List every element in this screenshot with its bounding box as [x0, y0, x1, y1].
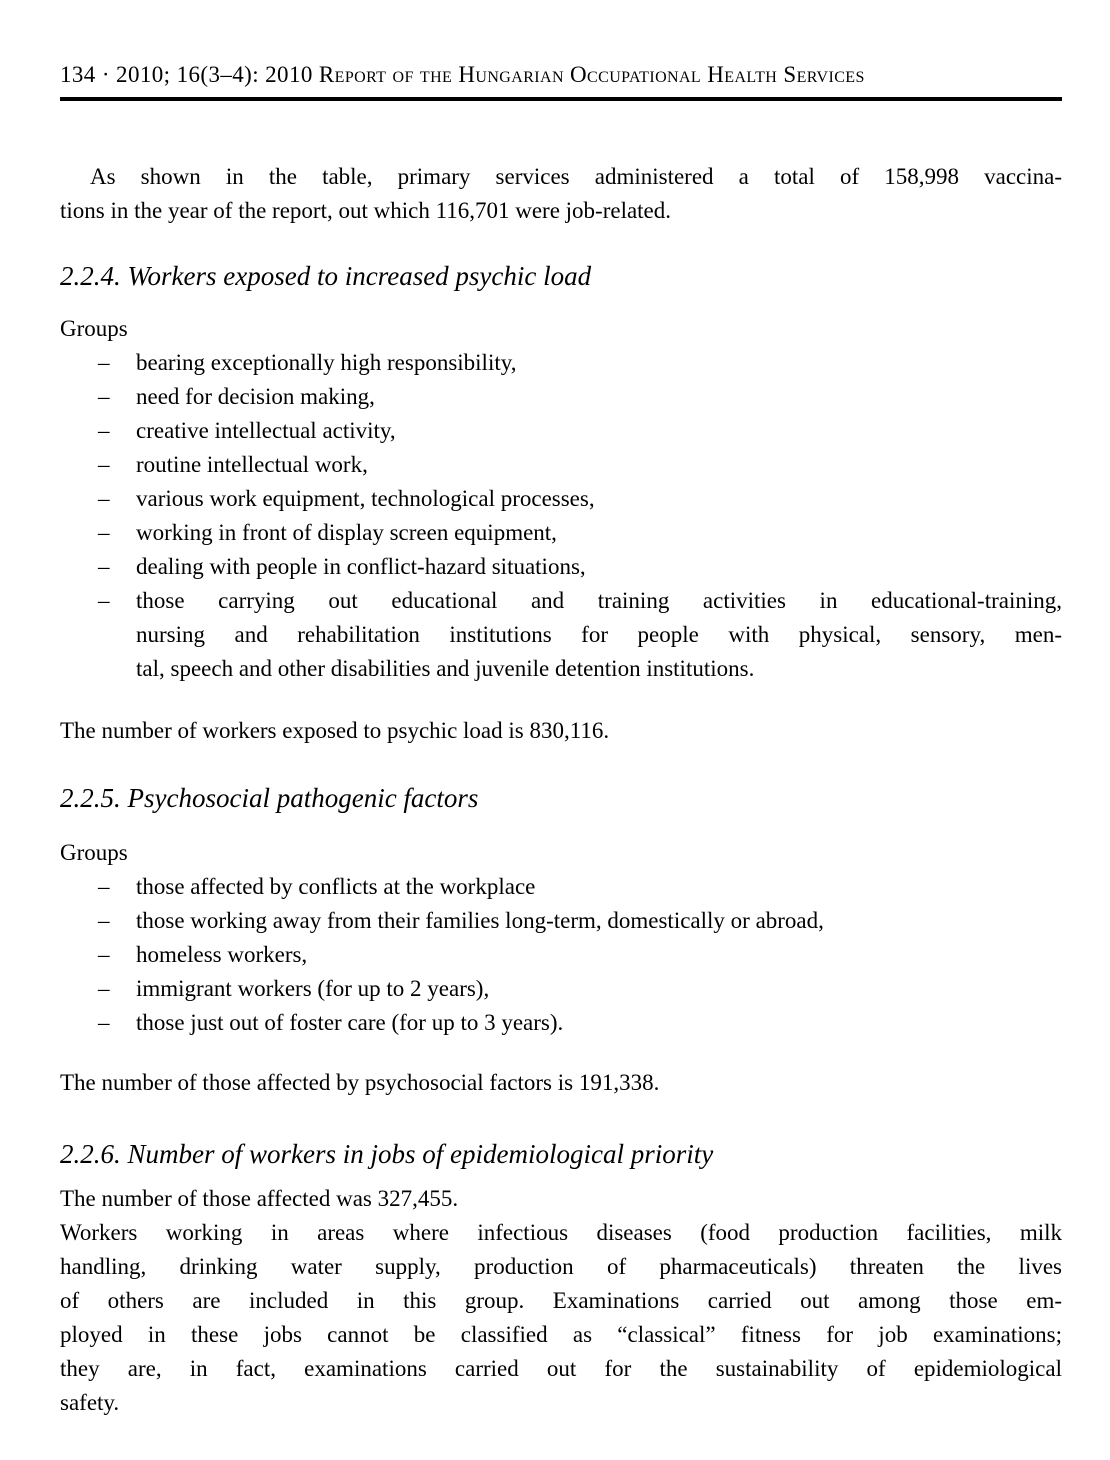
dash-marker: – — [98, 874, 110, 899]
epidemiological-paragraph — [60, 1216, 1062, 1420]
list-item-text: those working away from their families long-term, domestically or abroad, — [136, 908, 824, 933]
section-heading-2-2-5: 2.2.5. Psychosocial pathogenic factors — [60, 783, 479, 813]
groups-list-2-2-5 — [60, 870, 1062, 1040]
dash-marker: – — [98, 486, 110, 511]
running-head: 134 · 2010; 16(3–4): 2010 Report of the Hungarian Occupational Health Services — [60, 62, 865, 87]
header-rule — [60, 97, 1062, 101]
dash-marker: – — [98, 942, 110, 967]
dash-marker: – — [98, 418, 110, 443]
list-item — [60, 584, 1062, 686]
text-line: of others are included in this group. Examinations carried out among those em- — [60, 1288, 1062, 1313]
list-item — [60, 414, 1062, 448]
list-item-text: bearing exceptionally high responsibility, — [136, 350, 517, 375]
text-line: they are, in fact, examinations carried out for the sustainability of epidemiological — [60, 1356, 1062, 1381]
list-item-text: dealing with people in conflict-hazard situations, — [136, 554, 586, 579]
dash-marker: – — [98, 1010, 110, 1035]
list-item — [60, 938, 1062, 972]
list-item — [60, 1006, 1062, 1040]
list-item — [60, 448, 1062, 482]
dash-marker: – — [98, 554, 110, 579]
text-line: tal, speech and other disabilities and juvenile detention institutions. — [136, 656, 755, 681]
list-item — [60, 380, 1062, 414]
intro-paragraph — [60, 160, 1062, 228]
list-item-text-multiline — [136, 584, 1062, 686]
dash-marker: – — [98, 452, 110, 477]
list-item-text: need for decision making, — [136, 384, 375, 409]
list-item-text: those affected by conflicts at the workplace — [136, 874, 536, 899]
list-item — [60, 550, 1062, 584]
epidemiological-total: The number of those affected was 327,455. — [60, 1186, 459, 1211]
dash-marker: – — [98, 384, 110, 409]
text-line: As shown in the table, primary services administered a total of 158,998 vaccina- — [90, 164, 1062, 189]
list-item-text: homeless workers, — [136, 942, 308, 967]
dash-marker: – — [98, 976, 110, 1001]
page-body — [60, 160, 1062, 1420]
dash-marker: – — [98, 520, 110, 545]
section-heading-2-2-4: 2.2.4. Workers exposed to increased psychic load — [60, 261, 592, 291]
text-line: those carrying out educational and training activities in educational-training, — [136, 588, 1062, 613]
groups-list-2-2-4 — [60, 346, 1062, 686]
list-item — [60, 346, 1062, 380]
text-line: nursing and rehabilitation institutions for people with physical, sensory, men- — [136, 622, 1062, 647]
section-heading-2-2-6: 2.2.6. Number of workers in jobs of epidemiological priority — [60, 1139, 714, 1169]
list-item-text: creative intellectual activity, — [136, 418, 396, 443]
psychosocial-total: The number of those affected by psychosocial factors is 191,338. — [60, 1070, 660, 1095]
dash-marker: – — [98, 908, 110, 933]
list-item — [60, 972, 1062, 1006]
text-line: ployed in these jobs cannot be classified as “classical” fitness for job examinations; — [60, 1322, 1062, 1347]
groups-label-2-2-5: Groups — [60, 840, 128, 865]
list-item — [60, 482, 1062, 516]
list-item-text: immigrant workers (for up to 2 years), — [136, 976, 490, 1001]
list-item-text: those just out of foster care (for up to 3 years). — [136, 1010, 564, 1035]
list-item — [60, 904, 1062, 938]
list-item — [60, 870, 1062, 904]
psychic-load-total: The number of workers exposed to psychic load is 830,116. — [60, 718, 610, 743]
groups-label-2-2-4: Groups — [60, 316, 128, 341]
text-line: tions in the year of the report, out which 116,701 were job-related. — [60, 198, 672, 223]
text-line: handling, drinking water supply, production of pharmaceuticals) threaten the lives — [60, 1254, 1062, 1279]
dash-marker: – — [98, 350, 110, 375]
list-item-text: various work equipment, technological processes, — [136, 486, 595, 511]
text-line: safety. — [60, 1390, 120, 1415]
list-item-text: working in front of display screen equipment, — [136, 520, 557, 545]
list-item-text: routine intellectual work, — [136, 452, 368, 477]
text-line: Workers working in areas where infectious diseases (food production facilities, milk — [60, 1220, 1062, 1245]
dash-marker: – — [98, 588, 110, 613]
list-item — [60, 516, 1062, 550]
page-header — [60, 0, 1062, 101]
